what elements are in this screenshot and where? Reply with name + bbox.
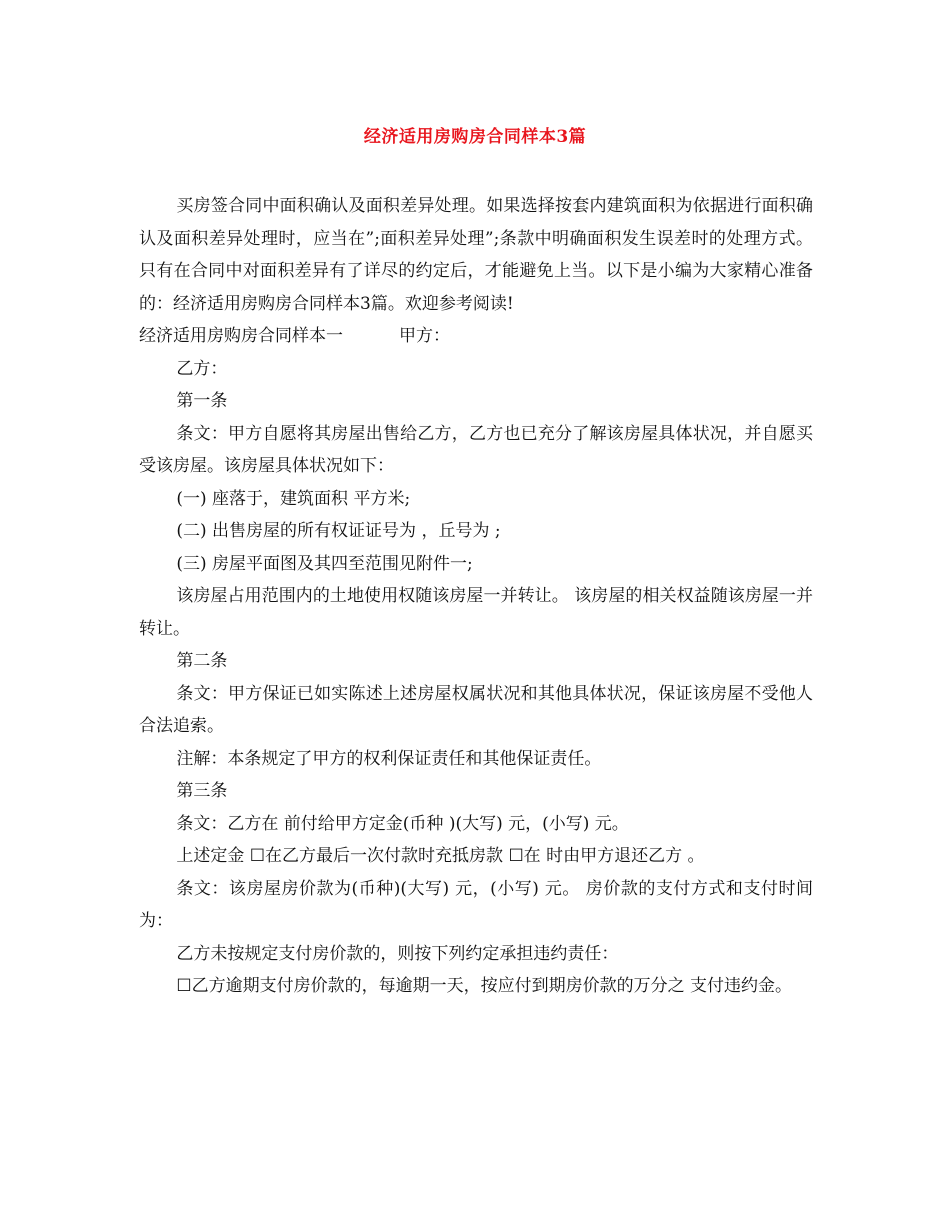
deposit-clause: 上述定金 ☐在乙方最后一次付款时充抵房款 ☐在 时由甲方退还乙方 。 (176, 846, 705, 866)
intro-paragraph: 买房签合同中面积确认及面积差异处理。如果选择按套内建筑面积为依据进行面积确认及面积差异处理时，应当在”;面积差异处理”;条款中明确面积发生误差时的处理方式。只有在合同中对面积差异有了详尽的约定后，才能避免上当。以下是小编为大家精心准备的：经济适用房购房合同样本3篇。欢迎参考阅读! (139, 196, 813, 314)
article1-item-3: (三) 房屋平面图及其四至范围见附件一; (176, 553, 473, 574)
breach-intro: 乙方未按规定支付房价款的，则按下列约定承担违约责任： (176, 943, 619, 964)
land-clause: 该房屋占用范围内的土地使用权随该房屋一并转让。 该房屋的相关权益随该房屋一并转让。 (139, 586, 813, 639)
document-body (139, 190, 813, 1003)
sample1-heading-line (139, 320, 813, 353)
article2-text: 条文：甲方保证已如实陈述上述房屋权属状况和其他具体状况，保证该房屋不受他人合法追索。 (139, 683, 813, 736)
article1-item-2: (二) 出售房屋的所有权证证号为 ，丘号为 ; (176, 521, 501, 541)
article3-text: 条文：乙方在 前付给甲方定金(币种 )(大写) 元，(小写) 元。 (176, 813, 629, 834)
party-b-label: 乙方： (176, 358, 228, 379)
article1-text: 条文：甲方自愿将其房屋出售给乙方，乙方也已充分了解该房屋具体状况，并自愿买受该房屋。该房屋具体状况如下： (139, 423, 813, 476)
article2-heading: 第二条 (176, 651, 228, 671)
breach-item-1: ☐乙方逾期支付房价款的，每逾期一天，按应付到期房价款的万分之 支付违约金。 (176, 976, 793, 996)
party-a-label: 甲方： (399, 326, 450, 346)
document-title: 经济适用房购房合同样本3篇 (363, 127, 587, 147)
sample1-heading: 经济适用房购房合同样本一 (139, 326, 343, 346)
article3-heading: 第三条 (176, 781, 228, 801)
article1-heading: 第一条 (176, 391, 228, 411)
article2-note: 注解：本条规定了甲方的权利保证责任和其他保证责任。 (176, 748, 602, 769)
article1-item-1: (一) 座落于，建筑面积 平方米; (176, 488, 411, 509)
price-clause: 条文：该房屋房价款为(币种)(大写) 元，(小写) 元。 房价款的支付方式和支付时间为： (139, 878, 813, 931)
